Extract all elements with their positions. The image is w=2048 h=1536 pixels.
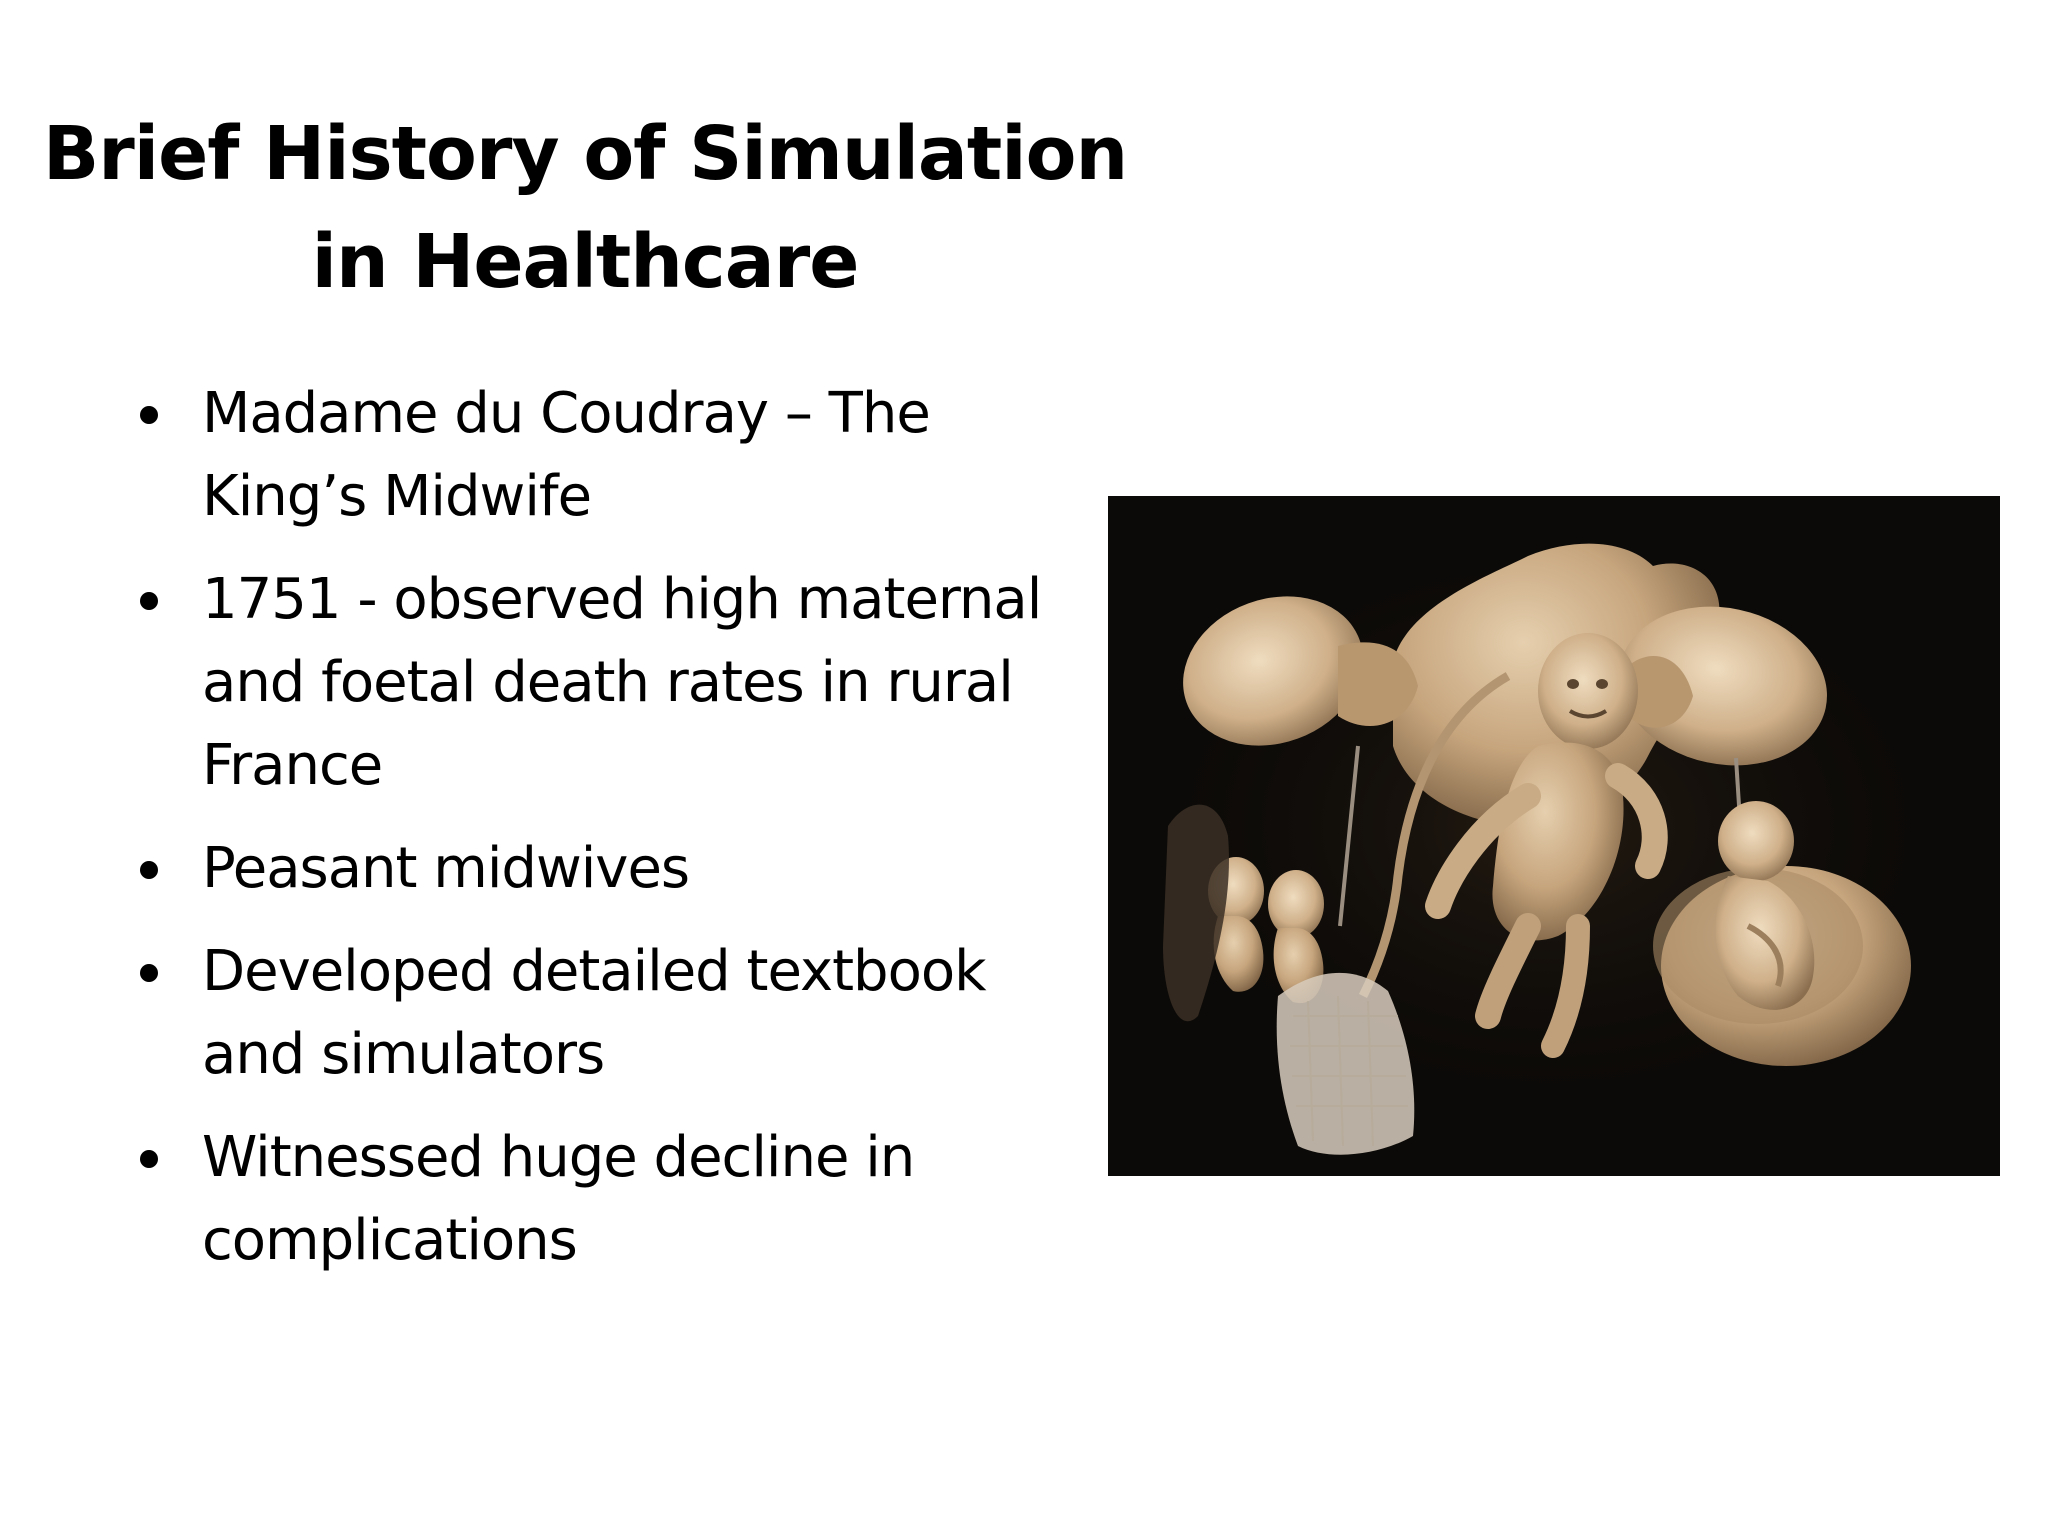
bullet-line: France	[202, 733, 383, 798]
bullet-line: Developed detailed textbook	[202, 939, 986, 1004]
bullet-item	[128, 372, 1088, 538]
bullet-icon	[140, 1150, 158, 1168]
obstetric-mannequin-photo	[1108, 496, 2000, 1176]
bullet-icon	[140, 861, 158, 879]
bullet-line: and simulators	[202, 1022, 605, 1087]
bullet-line: King’s Midwife	[202, 464, 592, 529]
bullet-item	[128, 1116, 1088, 1282]
mannequin-illustration	[1108, 496, 2000, 1176]
bullet-line: Witnessed huge decline in	[202, 1125, 915, 1190]
bullet-line: Madame du Coudray – The	[202, 381, 930, 446]
bullet-line: and foetal death rates in rural	[202, 650, 1013, 715]
bullet-icon	[140, 406, 158, 424]
title-line-1: Brief History of Simulation	[42, 111, 1128, 197]
bullet-item	[128, 558, 1088, 807]
bullet-line: complications	[202, 1208, 577, 1273]
bullet-line: 1751 - observed high maternal	[202, 567, 1042, 632]
bullet-icon	[140, 964, 158, 982]
bullet-item	[128, 930, 1088, 1096]
bullet-list	[128, 372, 1088, 1302]
title-line-2: in Healthcare	[311, 219, 859, 305]
bullet-line: Peasant midwives	[202, 836, 690, 901]
bullet-item	[128, 827, 1088, 910]
bullet-icon	[140, 592, 158, 610]
slide-title	[40, 100, 1130, 316]
